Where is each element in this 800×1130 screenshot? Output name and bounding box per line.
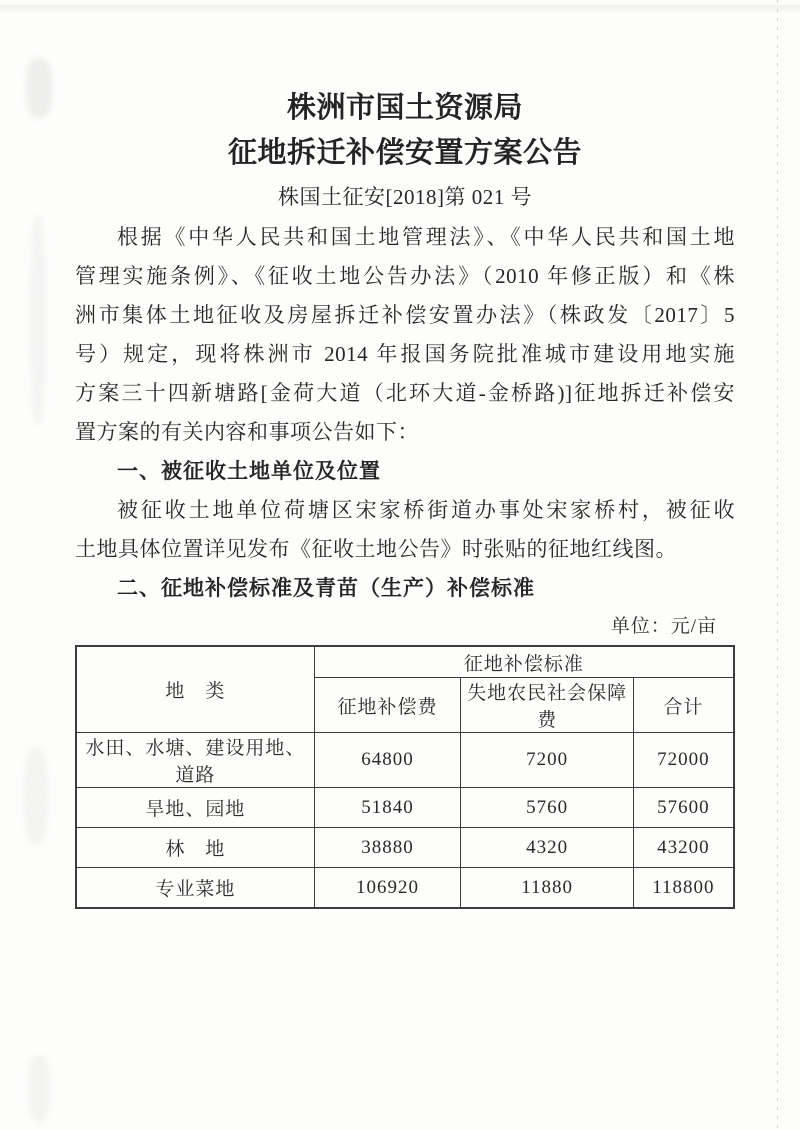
cell-social: 5760 [461, 788, 633, 828]
scan-smudge [30, 215, 46, 425]
cell-category: 林 地 [76, 828, 314, 868]
scan-smudge [26, 58, 52, 118]
cell-social: 4320 [461, 828, 633, 868]
document-number: 株国土征安[2018]第 021 号 [278, 185, 532, 209]
document-title-line1: 株洲市国土资源局 [286, 92, 523, 124]
paragraph-line: 方案三十四新塘路[金荷大道（北环大道-金桥路)]征地拆迁补偿安 [75, 381, 735, 405]
table-header-row [76, 646, 734, 678]
paragraph-line: 置方案的有关内容和事项公告如下： [75, 420, 419, 444]
paragraph-line: 根据《中华人民共和国土地管理法》、《中华人民共和国土地 [117, 225, 735, 249]
section2-heading: 二、征地补偿标准及青苗（生产）补偿标准 [117, 576, 535, 600]
header-cell-compensation-standard: 征地补偿标准 [314, 646, 734, 678]
section1-heading: 一、被征收土地单位及位置 [117, 459, 381, 483]
paragraph-line: 土地具体位置详见发布《征收土地公告》时张贴的征地红线图。 [75, 537, 677, 561]
compensation-table [75, 645, 735, 909]
scan-smudge [28, 1056, 50, 1122]
cell-fee: 64800 [314, 733, 461, 788]
header-cell-social-security: 失地农民社会保障费 [461, 678, 633, 733]
paragraph-line: 被征收土地单位荷塘区宋家桥街道办事处宋家桥村，被征收 [117, 498, 735, 522]
table-row [76, 733, 734, 788]
paragraph-legal-basis [75, 218, 735, 452]
cell-total: 57600 [633, 788, 734, 828]
scan-edge-line [777, 0, 778, 1130]
table-row [76, 788, 734, 828]
cell-category: 专业菜地 [76, 868, 314, 909]
table-row [76, 828, 734, 868]
header-cell-fee: 征地补偿费 [314, 678, 461, 733]
document-body [75, 218, 735, 608]
cell-category: 旱地、园地 [76, 788, 314, 828]
paragraph-land-location [75, 491, 735, 569]
scan-smudge [24, 748, 48, 844]
cell-total: 118800 [633, 868, 734, 909]
cell-social: 11880 [461, 868, 633, 909]
header-cell-total: 合计 [633, 678, 734, 733]
cell-category: 水田、水塘、建设用地、道路 [76, 733, 314, 788]
paragraph-line: 号）规定，现将株洲市 2014 年报国务院批准城市建设用地实施 [75, 342, 735, 366]
cell-fee: 51840 [314, 788, 461, 828]
cell-fee: 106920 [314, 868, 461, 909]
cell-fee: 38880 [314, 828, 461, 868]
cell-social: 7200 [461, 733, 633, 788]
document-title-line2: 征地拆迁补偿安置方案公告 [227, 137, 582, 169]
table-unit-label: 单位：元/亩 [610, 616, 717, 637]
cell-total: 72000 [633, 733, 734, 788]
paragraph-line: 管理实施条例》、《征收土地公告办法》（2010 年修正版）和《株 [75, 264, 735, 288]
paragraph-line: 洲市集体土地征收及房屋拆迁补偿安置办法》（株政发〔2017〕5 [75, 303, 735, 327]
document-content [75, 0, 735, 909]
table-row [76, 868, 734, 909]
header-cell-land-type: 地 类 [76, 646, 314, 733]
cell-total: 43200 [633, 828, 734, 868]
